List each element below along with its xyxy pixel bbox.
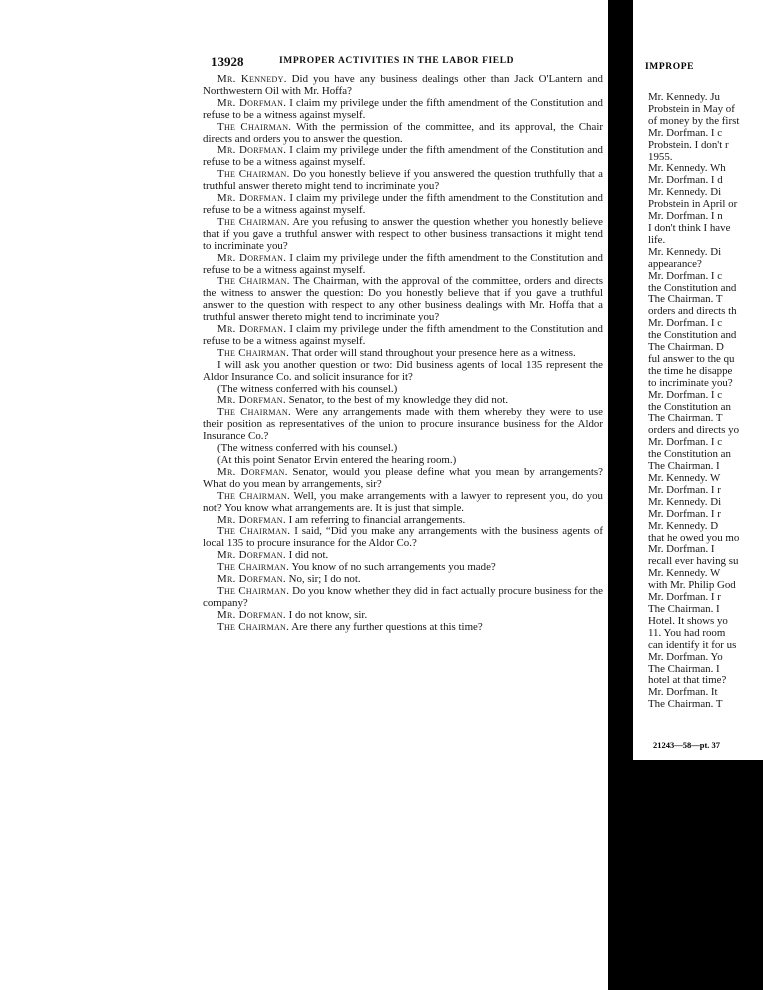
paragraph [203,276,603,324]
utterance: (At this point Senator Ervin entered the hearing room.) [217,454,457,466]
utterance: I claim my privilege under the fifth amendment to the Constitution and refuse to be a witness against myself. [203,251,603,276]
utterance: No, sir; I do not. [285,573,361,586]
text-line: Mr. Dorfman. I c [648,436,723,449]
text-line: the Constitution and [648,281,737,294]
paragraph [203,407,603,443]
text-line: recall ever having su [648,555,739,568]
right-running-title: IMPROPE [645,62,695,72]
paragraph [203,145,603,169]
speaker: Mr. Dorfman. [217,323,287,336]
speaker: The Chairman. [217,275,290,288]
utterance: Did you have any business dealings other than Jack O'Lantern and Northwestern Oil with Mr. Hoffa? [203,73,603,97]
speaker: The Chairman. [217,215,290,228]
speaker: The Chairman. [217,489,291,502]
speaker: The Chairman. [217,120,292,133]
text-line: the Constitution and [648,329,737,342]
paragraph [203,622,603,634]
text-line: hotel at that time? [648,674,727,687]
text-line: Mr. Dorfman. I c [648,388,723,401]
text-line: The Chairman. T [648,698,723,711]
paragraph [203,217,603,253]
speaker: The Chairman. [217,525,291,538]
paragraph [203,586,603,610]
page-gutter [608,0,633,990]
text-line: Probstein in May of [648,102,735,115]
text-line: Mr. Dorfman. I r [648,507,721,520]
running-title: IMPROPER ACTIVITIES IN THE LABOR FIELD [279,56,515,66]
text-line: Mr. Dorfman. I c [648,269,723,282]
paragraph [203,526,603,550]
text-line: Mr. Dorfman. I c [648,126,723,139]
text-line: the Constitution an [648,448,731,461]
utterance: I claim my privilege under the fifth amendment of the Constitution and refuse to be a witness against myself. [203,96,604,121]
text-line: life. [648,233,666,246]
text-line: ful answer to the qu [648,352,735,365]
text-line: Mr. Kennedy. W [648,472,721,484]
text-line: of money by the first [648,114,740,127]
text-line: Mr. Kennedy. W [648,567,721,580]
body-text [203,74,603,634]
utterance: I did not. [285,549,329,562]
utterance: Well, you make arrangements with a lawyer to represent you, do you not? You know what arrangements are. It is just that simple. [203,489,604,514]
utterance: Are there any further questions at this time? [289,620,483,633]
page-number: 13928 [211,54,244,69]
utterance: I said, “Did you make any arrangements with the business agents of local 135 to procure insurance for the Aldor Co.? [203,525,603,550]
paragraph [203,193,603,217]
speaker: Mr. Kennedy. [217,73,287,85]
text-line: Mr. Dorfman. I r [648,591,721,604]
paragraph [203,98,603,122]
speaker: The Chairman. [217,346,290,359]
utterance: I do not know, sir. [285,608,368,621]
text-line: Mr. Dorfman. I d [648,174,723,187]
speaker: Mr. Dorfman. [217,513,286,526]
text-line: Probstein in April or [648,198,738,211]
text-line: to incriminate you? [648,376,733,389]
utterance: Senator, to the best of my knowledge they did not. [285,394,509,407]
paragraph [203,122,603,146]
speaker: Mr. Dorfman. [217,465,288,478]
text-line: Mr. Kennedy. Ju [648,91,720,103]
utterance: With the permission of the committee, and its approval, the Chair directs and orders you to answer the question. [203,120,603,145]
speaker: The Chairman. [217,584,290,597]
text-line: Mr. Kennedy. Wh [648,162,726,175]
speaker: Mr. Dorfman. [217,96,287,109]
text-line: that he owed you mo [648,531,740,544]
text-line: 1955. [648,150,673,163]
paragraph [203,360,603,384]
speaker: Mr. Dorfman. [217,549,286,562]
text-line: The Chairman. I [648,460,720,473]
text-line: can identify it for us [648,638,737,651]
speaker: Mr. Dorfman. [217,608,286,621]
text-line: The Chairman. D [648,341,724,354]
text-line: Mr. Dorfman. I r [648,483,721,496]
right-body-text [648,92,763,711]
utterance: Do you know whether they did in fact actually procure business for the company? [203,584,603,609]
utterance: Do you honestly believe if you answered the question truthfully that a truthful answer thereto might tend to incriminate you? [203,168,603,193]
text-line: Hotel. It shows yo [648,614,728,627]
utterance: I claim my privilege under the fifth amendment to the Constitution and refuse to be a witness against myself. [203,192,603,216]
paragraph [203,253,603,277]
speaker: The Chairman. [217,168,290,181]
text-line: Mr. Dorfman. I c [648,317,723,330]
utterance: I claim my privilege under the fifth amendment to the Constitution and refuse to be a witness against myself. [203,323,603,347]
text-line: orders and directs th [648,305,737,318]
paragraph [203,74,603,98]
text-line: The Chairman. I [648,662,720,675]
text-line: Mr. Dorfman. It [648,686,718,699]
paragraph [203,467,603,491]
utterance: I claim my privilege under the fifth amendment of the Constitution and refuse to be a witness against myself. [203,144,604,169]
utterance: You know of no such arrangements you made? [289,561,496,574]
utterance: Are you refusing to answer the question whether you honestly believe that if you gave a truthful answer with respect to other business transactions it might tend to incriminate you? [203,215,604,252]
text-line: Mr. Kennedy. D [648,519,719,532]
text-line: Mr. Kennedy. Di [648,186,722,199]
text-line: with Mr. Philip God [648,579,736,592]
text-line: The Chairman. I [648,602,720,615]
speaker: The Chairman. [217,620,290,633]
speaker: Mr. Dorfman. [217,251,287,264]
speaker: The Chairman. [217,561,290,574]
speaker: Mr. Dorfman. [217,394,286,407]
utterance: The Chairman, with the approval of the committee, orders and directs the witness to answer the question: Do you honestly believe that if you gave a truthful answer to the question with respect to any other business dealings with Mr. Hoffa that a truthful answer thereto might tend to incriminate you? [203,275,603,324]
text-line: Mr. Dorfman. I n [648,210,723,223]
text-line: appearance? [648,257,702,270]
utterance: Senator, would you please define what you mean by arrangements? What do you mean by arrangements, sir? [203,465,603,490]
text-line: Mr. Kennedy. Di [648,495,722,508]
speaker: The Chairman. [217,406,291,419]
utterance: I will ask you another question or two: Did business agents of local 135 represent the Aldor Insurance Co. and solicit insurance for it? [203,358,603,383]
text-line: the Constitution an [648,400,731,413]
text-line: The Chairman. T [648,293,723,306]
speaker: Mr. Dorfman. [217,573,286,586]
speaker: Mr. Dorfman. [217,144,287,157]
text-line: Mr. Kennedy. Di [648,245,722,258]
text-line: I don't think I have [648,221,731,234]
scan-background [633,760,763,990]
speaker: Mr. Dorfman. [217,192,287,205]
utterance: That order will stand throughout your presence here as a witness. [289,346,576,359]
text-line: Probstein. I don't r [648,138,729,151]
text-line: The Chairman. T [648,412,723,425]
paragraph [203,324,603,348]
footer-code: 21243—58—pt. 37 [653,740,721,750]
utterance: (The witness conferred with his counsel.) [217,382,398,395]
text-line: Mr. Dorfman. Yo [648,650,723,663]
show-through-text [203,740,598,768]
paragraph [203,169,603,193]
paragraph [203,491,603,515]
utterance: I am referring to financial arrangements. [285,513,466,526]
utterance: (The witness conferred with his counsel.) [217,442,398,455]
utterance: Were any arrangements made with them whereby they were to use their position as representatives of the union to procure insurance business for the Aldor Insurance Co.? [203,406,604,443]
text-line: Mr. Dorfman. I [648,543,715,556]
text-line: orders and directs yo [648,424,740,437]
text-line: 11. You had room [648,626,726,639]
text-line: the time he disappe [648,364,733,377]
